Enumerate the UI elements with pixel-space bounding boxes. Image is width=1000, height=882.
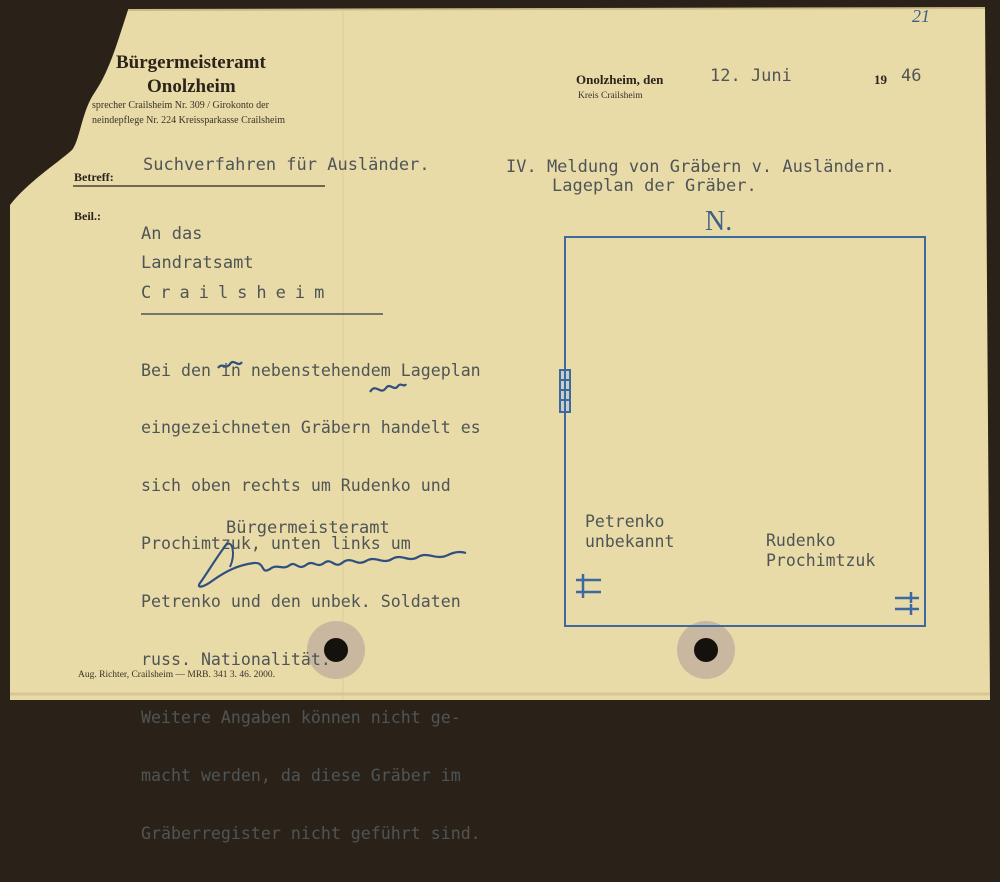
punch-hole-right [677,621,735,679]
closing-office: Bürgermeisteramt [226,518,390,538]
body-line: Petrenko und den unbek. Soldaten [141,592,461,612]
body-line: Gräberregister nicht geführt sind. [141,823,481,843]
page-number: 21 [912,6,930,26]
signature [196,535,471,595]
plan-label-prochimtzuk: Prochimtzuk [766,551,876,570]
plan-label-unbekannt: unbekannt [585,532,675,551]
year-typed: 46 [901,66,922,86]
office-place: Onolzheim [147,76,236,97]
year-prefix: 19 [874,72,887,87]
address-line-3: Crailsheim [141,283,334,303]
body-line: russ. Nationalität. [141,650,331,670]
body-line: Prochimtzuk, unten links um [141,534,411,554]
address-line-2: Landratsamt [141,253,254,273]
body-line: macht werden, da diese Gräber im [141,765,461,785]
body-line: sich oben rechts um Rudenko und [141,476,451,496]
beil-label: Beil.: [74,209,101,223]
betreff-label: Betreff: [74,170,114,184]
contact-line-1: sprecher Crailsheim Nr. 309 / Girokonto der [92,100,269,111]
place-date-label: Onolzheim, den [576,72,664,87]
plan-label-petrenko: Petrenko [585,512,665,531]
body-text [141,322,481,882]
body-line: Weitere Angaben können nicht ge- [141,707,461,727]
subject-line-3: Lageplan der Gräber. [552,176,757,196]
subject-line-1: Suchverfahren für Ausländer. [143,155,430,175]
body-line: eingezeichneten Gräbern handelt es [141,418,481,438]
subject-line-2: IV. Meldung von Gräbern v. Ausländern. [506,157,895,177]
address-line-1: An das [141,224,203,244]
date-typed: 12. Juni [710,66,792,86]
printer-imprint: Aug. Richter, Crailsheim — MRB. 341 3. 46. 2000. [78,670,275,680]
body-line: Bei den in nebenstehendem Lageplan [141,360,481,380]
contact-line-2: neindepflege Nr. 224 Kreissparkasse Crailsheim [92,115,286,126]
office-name: Bürgermeisteramt [116,52,266,73]
district-label: Kreis Crailsheim [578,91,643,101]
north-label: N. [705,206,733,237]
plan-label-rudenko: Rudenko [766,531,836,550]
